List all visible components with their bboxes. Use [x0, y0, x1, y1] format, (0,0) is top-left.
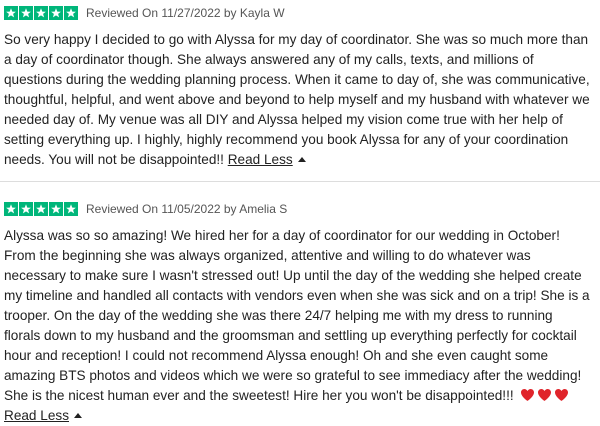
- review-meta-row: [4, 4, 592, 22]
- star-icon: [64, 202, 78, 216]
- read-less-link[interactable]: Read Less: [227, 152, 293, 167]
- review-meta: Reviewed On 11/05/2022 by Amelia S: [86, 202, 288, 216]
- star-icon: [49, 202, 63, 216]
- star-icon: [49, 6, 63, 20]
- star-icon: [4, 202, 18, 216]
- heart-icon: [554, 388, 569, 402]
- review-card: [4, 200, 592, 426]
- caret-up-icon[interactable]: [74, 413, 82, 418]
- review-body: [4, 30, 592, 170]
- star-rating: [4, 6, 78, 20]
- star-icon: [34, 202, 48, 216]
- caret-up-icon[interactable]: [298, 157, 306, 162]
- review-card: [4, 4, 592, 170]
- review-body: [4, 226, 592, 426]
- star-icon: [19, 6, 33, 20]
- review-text: So very happy I decided to go with Alyssa for my day of coordinator. She was so much more than a day of coordinator though. She always answered any of my calls, texts, and millions of questions during the wedding planning process. When it came to day of, she was communicative, thoughtful, helpful, and went above and beyond to help myself and my husband with whatever we needed day of. My venue was all DIY and Alyssa helped my vision come true with her help of setting everything up. I highly, highly recommend you book Alyssa for any of your coordination needs. You will not be disappointed!!: [4, 32, 590, 167]
- review-meta: Reviewed On 11/27/2022 by Kayla W: [86, 6, 285, 20]
- review-text: Alyssa was so so amazing! We hired her for a day of coordinator for our wedding in October! From the beginning she was always organized, attentive and willing to do whatever was necessary to make sure I wasn't stressed out! Up until the day of the wedding she helped create my timeline and handled all contacts with vendors even when she was sick and on a trip! She is a trooper. On the day of the wedding she was there 24/7 helping me with my dress to running florals down to my husband and the groomsman and settling up everything perfectly for cocktail hour and reception! I could not recommend Alyssa enough! Oh and she even caught some amazing BTS photos and videos which we were so grateful to see immediacy after the wedding! She is the nicest human ever and the sweetest! Hire her you won't be disappointed!!!: [4, 228, 590, 403]
- review-divider: [0, 181, 600, 182]
- star-rating: [4, 202, 78, 216]
- heart-icon: [537, 388, 552, 402]
- star-icon: [4, 6, 18, 20]
- review-meta-row: [4, 200, 592, 218]
- read-less-link[interactable]: Read Less: [4, 408, 69, 423]
- star-icon: [64, 6, 78, 20]
- heart-emojis: [520, 388, 571, 403]
- star-icon: [34, 6, 48, 20]
- heart-icon: [520, 388, 535, 402]
- star-icon: [19, 202, 33, 216]
